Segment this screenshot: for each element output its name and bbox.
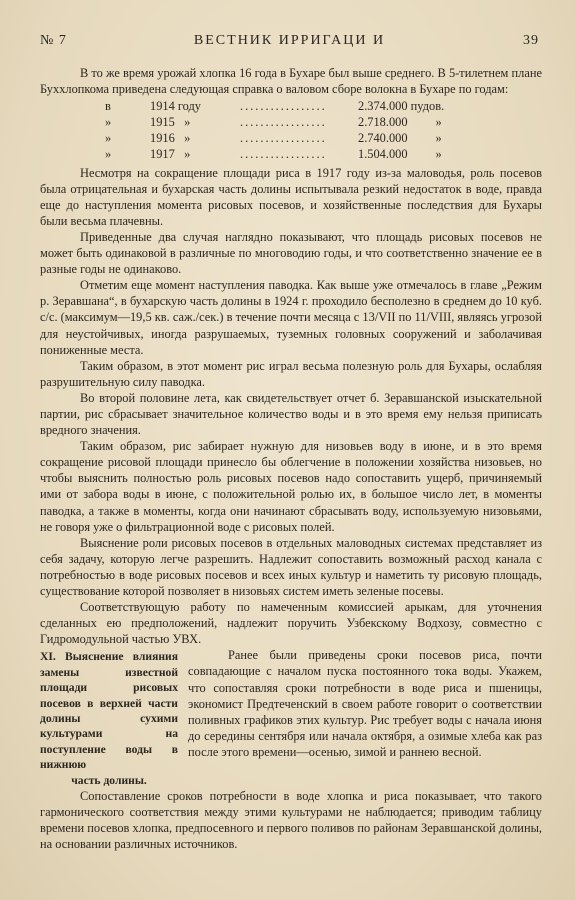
table-row bbox=[40, 98, 542, 114]
row-unit: пудов. bbox=[410, 99, 445, 114]
paragraph: В то же время урожай хлопка 16 года в Бухаре был выше среднего. В 5-тилетнем плане Бухxлопкома приведена следующая справка о валовом сборе волокна в Бухаре по годам: bbox=[40, 66, 542, 97]
journal-title: ВЕСТНИК ИРРИГАЦИ И bbox=[193, 33, 386, 48]
page-header bbox=[40, 33, 539, 51]
table-row bbox=[40, 114, 542, 130]
section-heading bbox=[40, 649, 178, 788]
paragraph: Таким образом, в этот момент рис играл весьма полезную роль для Бухары, ослабляя разрушительную силу паводка. bbox=[40, 358, 542, 389]
row-value: 1.504.000 bbox=[358, 147, 408, 162]
issue-number: № 7 bbox=[40, 33, 67, 48]
row-prefix: » bbox=[105, 147, 112, 162]
section-heading-text: XI. Выяснение влияния замены известной площади рисовых посевов в верхней части долины сухими культурами на поступление воды в нижнюю bbox=[40, 650, 178, 772]
article-body bbox=[40, 65, 542, 852]
leader-dots: ................. bbox=[240, 131, 327, 146]
row-unit: » bbox=[435, 115, 442, 130]
row-year: 1917 bbox=[150, 147, 175, 162]
paragraph: Приведенные два случая наглядно показывают, что площадь рисовых посевов не может быть одинаковой в различные по многоводию годы, и что соответственно значение ее в разные годы не одинаково. bbox=[40, 229, 542, 277]
row-word: году bbox=[177, 99, 202, 114]
row-prefix: в bbox=[105, 99, 111, 114]
section-heading-last: часть долины. bbox=[71, 773, 147, 787]
leader-dots: ................. bbox=[240, 99, 327, 114]
row-unit: » bbox=[435, 147, 442, 162]
paragraph: Таким образом, рис забирает нужную для низовьев воду в июне, и в это время сокращение рисовой площади принесло бы облегчение в положении хозяйства низовьев, но чтобы выяснить полностью роль рисовых посевов надо сопоставить ущерб, причиняемый ими от забора воды в июне, с положительной ролью их, в большое число лет, в моменты паводка, а также в моменты, когда они начинают сбрасывать воду, используемую низовьями, не говоря уже о фильтрационной воде с рисовых полей. bbox=[40, 439, 542, 534]
paragraph: Выяснение роли рисовых посевов в отдельных маловодных системах представляет из себя задачу, которую легче разрешить. Надлежит сопоставить возможный расход канала с потребностью в воде рисовых посевов и всех иных культур и наметить ту рисовую площадь, существование которой позволяет в низовьях систем иметь зеленые посевы. bbox=[40, 535, 542, 598]
leader-dots: ................. bbox=[240, 147, 327, 162]
page-number: 39 bbox=[523, 33, 539, 48]
table-row bbox=[40, 146, 542, 162]
row-value: 2.740.000 bbox=[358, 131, 408, 146]
row-value: 2.374.000 bbox=[358, 99, 408, 114]
row-word: » bbox=[184, 115, 191, 130]
paragraph: Ранее были приведены сроки посевов риса, почти совпадающие с началом пуска постоянного тока воды. Укажем, что сопоставляя сроки потребности в воде риса и пшеницы, экономист Предтеченский в своем работе говорит о соответствии поливных графиков этих культур. Рис требует воды с начала июня до середины сентября или начала октября, а озимые хлеба как раз после этого времени—осенью, зимой и раннею весной. bbox=[188, 648, 542, 759]
paragraph: Несмотря на сокращение площади риса в 1917 году из-за маловодья, роль посевов была отрицательная и бухарская часть долины испытывала резкий недостаток в воде, правда еще до наступления момента рисовых посевов, и хозяйственные последствия для Бухары были весьма плачевны. bbox=[40, 165, 542, 228]
paragraph: Сопоставление сроков потребности в воде хлопка и риса показывает, что такого гармонического соответствия между этими культурами не наблюдается; приводим таблицу времени посевов хлопка, предпосевного и первого поливов по районам Зеравшанской долины, на основании различных источников. bbox=[40, 789, 542, 852]
section-xi bbox=[40, 647, 542, 788]
table-row bbox=[40, 130, 542, 146]
row-word: » bbox=[184, 147, 191, 162]
row-year: 1915 bbox=[150, 115, 175, 130]
paragraph: Во второй половине лета, как свидетельствует отчет б. Зеравшанской изыскательной партии, рис сбрасывает значительное количество воды и в это время ему нельзя приписать вредного значения. bbox=[40, 390, 542, 438]
row-value: 2.718.000 bbox=[358, 115, 408, 130]
row-year: 1916 bbox=[150, 131, 175, 146]
paragraph: Соответствующую работу по намеченным комиссией арыкам, для уточнения сделанных ею предположений, надлежит поручить Узбекскому Водхозу, совместно с Гидромодульной частью УВХ. bbox=[40, 600, 542, 647]
row-unit: » bbox=[435, 131, 442, 146]
row-prefix: » bbox=[105, 115, 112, 130]
leader-dots: ................. bbox=[240, 115, 327, 130]
row-prefix: » bbox=[105, 131, 112, 146]
row-word: » bbox=[184, 131, 191, 146]
row-year: 1914 bbox=[150, 99, 175, 114]
harvest-table bbox=[40, 98, 542, 162]
paragraph: Отметим еще момент наступления паводка. Как выше уже отмечалось в главе „Режим р. Зеравшана“, в бухарскую часть долины в 1924 г. проходило бесполезно в среднем до 10 куб. с/с. (максимум—19,5 кв. саж./сек.) в течение почти месяца с 13/VII по 11/VIII, являясь угрозой для неустойчивых, иногда разрушаемых, туземных головных сооружений и заболачивая пониженные места. bbox=[40, 278, 542, 357]
